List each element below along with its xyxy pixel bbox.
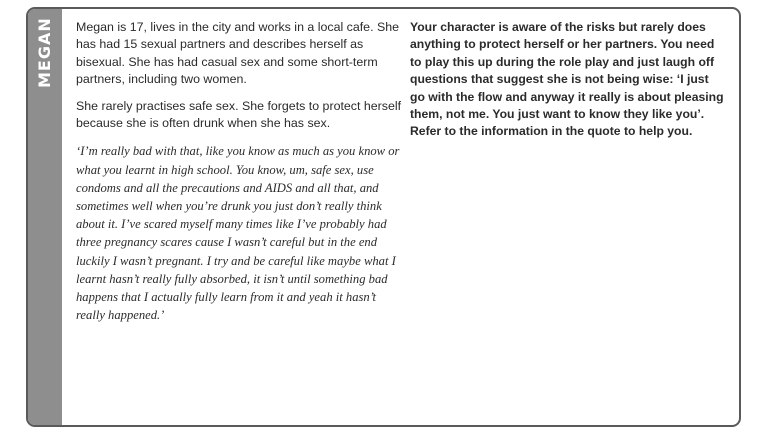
character-card bbox=[26, 7, 741, 427]
role-play-instructions-column bbox=[410, 19, 726, 141]
side-band bbox=[28, 9, 62, 425]
character-name-label: MEGAN bbox=[35, 17, 54, 88]
description-paragraph: Megan is 17, lives in the city and works in a local cafe. She has had 15 sexual partners and describes herself as bisexual. She has had casual sex and some short-term partners, including two women. bbox=[76, 20, 400, 87]
description-paragraph: She rarely practises safe sex. She forgets to protect herself because she is often drunk when she has sex. bbox=[76, 98, 402, 131]
role-play-instructions: Your character is aware of the risks but rarely does anything to protect herself or her partners. You need to play this up during the role play and just laugh off questions that suggest she is not being wise: ‘I just go with the flow and anyway it really is about pleasing them, not me. You just want to know they like you’. Refer to the information in the quote to help you. bbox=[410, 20, 724, 139]
character-quote: ‘I’m really bad with that, like you know as much as you know or what you learnt in high school. You know, um, safe sex, use condoms and all the precautions and AIDS and all that, and sometimes well when you’re drunk you just don’t really think about it. I’ve scared myself many times like I’ve probably had three pregnancy scares cause I wasn’t careful but in the end luckily I wasn’t pregnant. I try and be careful like maybe what I learnt hasn’t really fully absorbed, it isn’t until something bad happens that I actually fully learn from it and yeah it hasn’t really happened.’ bbox=[76, 144, 400, 323]
character-description-column bbox=[76, 19, 404, 333]
